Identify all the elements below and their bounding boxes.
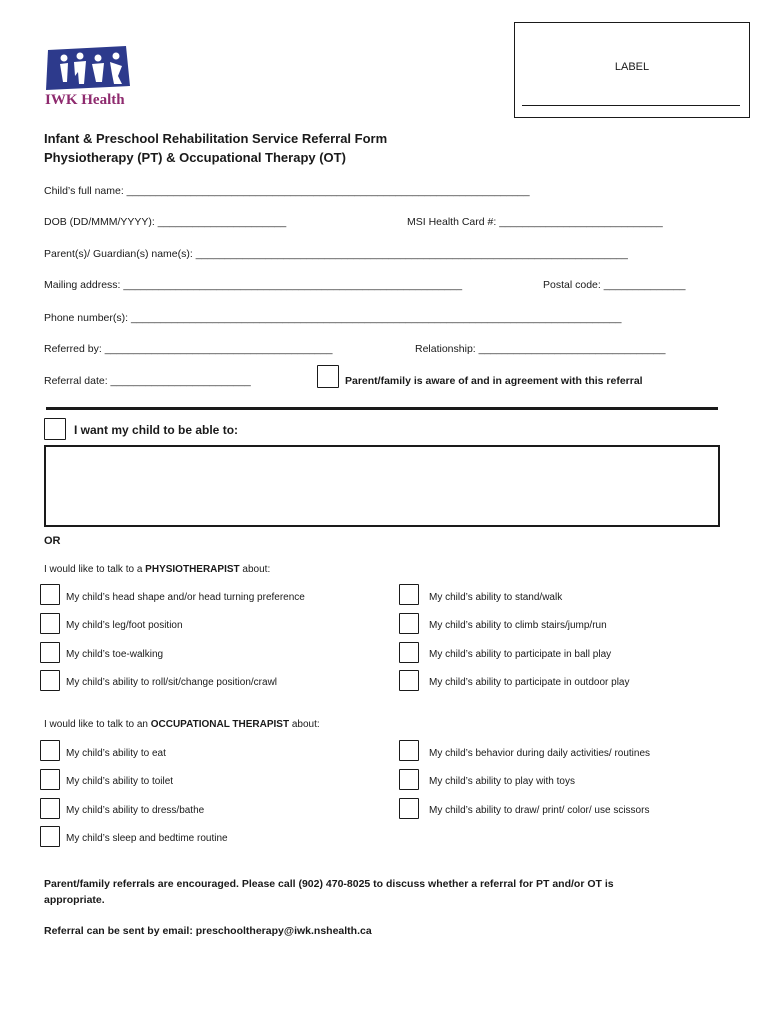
ot-checkbox[interactable]: [40, 798, 60, 819]
pt-option: My child’s leg/foot position: [66, 620, 183, 631]
ot-option: My child’s sleep and bedtime routine: [66, 833, 228, 844]
postal-code-field[interactable]: Postal code: ______________: [543, 279, 686, 291]
label-box: [514, 22, 750, 118]
pt-option: My child’s ability to roll/sit/change position/crawl: [66, 677, 278, 688]
msi-health-card-field[interactable]: MSI Health Card #: ____________________________: [407, 216, 663, 228]
pt-option: My child’s ability to participate in outdoor play: [429, 677, 630, 688]
ot-option: My child’s ability to toilet: [66, 776, 174, 787]
pt-option: My child’s head shape and/or head turning preference: [66, 592, 305, 603]
label-box-title: LABEL: [614, 61, 650, 73]
iwk-health-logo: [44, 46, 132, 110]
dob-field[interactable]: DOB (DD/MMM/YYYY): ______________________: [44, 216, 287, 228]
mailing-address-field[interactable]: Mailing address: __________________________________________________________: [44, 279, 463, 291]
ot-checkbox[interactable]: [399, 740, 419, 761]
ot-checkbox[interactable]: [40, 769, 60, 790]
ot-option: My child’s ability to draw/ print/ color/ use scissors: [429, 805, 650, 816]
ot-checkbox[interactable]: [40, 740, 60, 761]
relationship-field[interactable]: Relationship: ________________________________: [415, 343, 666, 355]
pt-checkbox[interactable]: [399, 642, 419, 663]
referral-date-field[interactable]: Referral date: ________________________: [44, 375, 251, 387]
pt-checkbox[interactable]: [399, 613, 419, 634]
ot-checkbox[interactable]: [399, 798, 419, 819]
ot-checkbox[interactable]: [399, 769, 419, 790]
ot-option: My child’s ability to eat: [66, 748, 166, 759]
pt-checkbox[interactable]: [399, 670, 419, 691]
pt-intro: I would like to talk to a PHYSIOTHERAPIST about:: [44, 564, 271, 575]
pt-checkbox[interactable]: [40, 642, 60, 663]
family-aware-label: Parent/family is aware of and in agreement with this referral: [345, 375, 643, 387]
label-signature-line: [522, 105, 740, 106]
pt-checkbox[interactable]: [40, 670, 60, 691]
goal-textarea[interactable]: [44, 445, 720, 527]
phone-number-field[interactable]: Phone number(s): ____________________________________________________________________________________: [44, 312, 622, 324]
iwk-figures-icon: [44, 46, 132, 92]
footer-call-text-cont: appropriate.: [44, 894, 105, 906]
section-divider: [46, 407, 718, 410]
or-label: OR: [44, 535, 61, 547]
form-subtitle: Physiotherapy (PT) & Occupational Therapy (OT): [44, 150, 346, 165]
ot-option: My child’s behavior during daily activities/ routines: [429, 748, 651, 759]
guardian-name-field[interactable]: Parent(s)/ Guardian(s) name(s): __________________________________________________________________________: [44, 248, 628, 260]
goal-label: I want my child to be able to:: [74, 423, 239, 437]
pt-option: My child’s toe-walking: [66, 649, 164, 660]
logo-text: IWK Health: [45, 92, 125, 108]
form-title: Infant & Preschool Rehabilitation Service Referral Form: [44, 131, 388, 146]
ot-option: My child’s ability to play with toys: [429, 776, 575, 787]
pt-checkbox[interactable]: [40, 584, 60, 605]
child-name-field[interactable]: Child’s full name: _____________________________________________________________________: [44, 185, 530, 197]
family-aware-checkbox[interactable]: [317, 365, 339, 388]
referred-by-field[interactable]: Referred by: _______________________________________: [44, 343, 333, 355]
footer-call-text: Parent/family referrals are encouraged. Please call (902) 470-8025 to discuss whether a referral for PT and/or OT is: [44, 878, 614, 890]
goal-checkbox[interactable]: [44, 418, 66, 440]
pt-option: My child’s ability to participate in ball play: [429, 649, 612, 660]
footer-email-text[interactable]: Referral can be sent by email: preschooltherapy@iwk.nshealth.ca: [44, 925, 372, 937]
pt-option: My child’s ability to climb stairs/jump/run: [429, 620, 607, 631]
pt-checkbox[interactable]: [40, 613, 60, 634]
ot-intro: I would like to talk to an OCCUPATIONAL THERAPIST about:: [44, 719, 320, 730]
pt-checkbox[interactable]: [399, 584, 419, 605]
pt-option: My child’s ability to stand/walk: [429, 592, 563, 603]
ot-checkbox[interactable]: [40, 826, 60, 847]
ot-option: My child’s ability to dress/bathe: [66, 805, 205, 816]
